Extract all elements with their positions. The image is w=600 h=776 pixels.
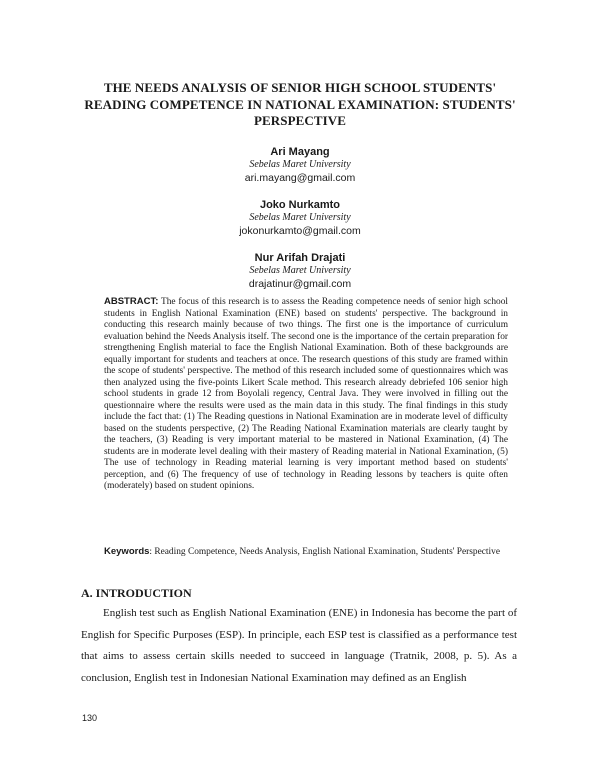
abstract-text: The focus of this research is to assess the Reading competence needs of senior high school students in English National Examination (ENE) based on students' perspective. The background in conducting this research mainly because of two things. The first one is the importance of curriculum evaluation behind the Needs Analysis itself. The second one is the importance of the certain preparation for strengthening English material to face the English National Examination. Both of these backgrounds are equally important for students and teachers at once. The research questions of this study are framed within the scope of students' perspective. The method of this research included some of questionnaires which was then analyzed using the five-points Likert Scale method. This research already debriefed 106 senior high school students in grade 12 from Boyolali regency, Central Java. They were involved in filling out the questionnaire where the results were used as the main data in this study. The final findings in this study include the fact that: (1) The Reading questions in National Examination are in moderate level of difficulty based on the students perspective, (2) The Reading National Examination materials are clearly taught by the teachers, (3) Reading is very important material to be mastered in National Examination, (4) The students are in moderate level dealing with their mastery of Reading material in National Examination, (5) The use of technology in Reading material learning is very important method based on students' perception, and (6) The frequency of use of technology in Reading lessons by teachers is quite often (moderately) based on student opinions.: [104, 297, 508, 491]
author-name: Nur Arifah Drajati: [254, 252, 346, 264]
author-affiliation: Sebelas Maret University: [249, 265, 351, 276]
paper-title: THE NEEDS ANALYSIS OF SENIOR HIGH SCHOOL STUDENTS' READING COMPETENCE IN NATIONAL EXAMINATION: STUDENTS' PERSPECTIVE: [84, 80, 516, 128]
author-affiliation: Sebelas Maret University: [249, 159, 351, 170]
author-email: ari.mayang@gmail.com: [244, 172, 356, 184]
author-affiliation: Sebelas Maret University: [249, 212, 351, 223]
author-email: drajatinur@gmail.com: [248, 278, 352, 290]
author-name: Joko Nurkamto: [259, 199, 341, 211]
keywords-text: : Reading Competence, Needs Analysis, English National Examination, Students' Perspective: [149, 547, 500, 557]
author-email: jokonurkamto@gmail.com: [239, 225, 361, 237]
abstract: [104, 296, 508, 493]
abstract-label: ABSTRACT:: [104, 296, 159, 307]
keywords-label: Keywords: [104, 546, 150, 557]
author-name: Ari Mayang: [270, 146, 330, 158]
page-number: 130: [82, 713, 98, 723]
author-block: [150, 251, 450, 291]
intro-paragraph: English test such as English National Examination (ENE) in Indonesia has become the part of English for Specific Purposes (ESP). In principle, each ESP test is classified as a performance test that aims to assess certain skills needed to succeed in language (Tratnik, 2008, p. 5). As a conclusion, English test in Indonesian National Examination may defined as an English: [81, 607, 517, 684]
section-heading-introduction: A. INTRODUCTION: [81, 586, 192, 600]
author-block: [150, 198, 450, 238]
author-block: [150, 145, 450, 185]
keywords: [104, 546, 508, 559]
